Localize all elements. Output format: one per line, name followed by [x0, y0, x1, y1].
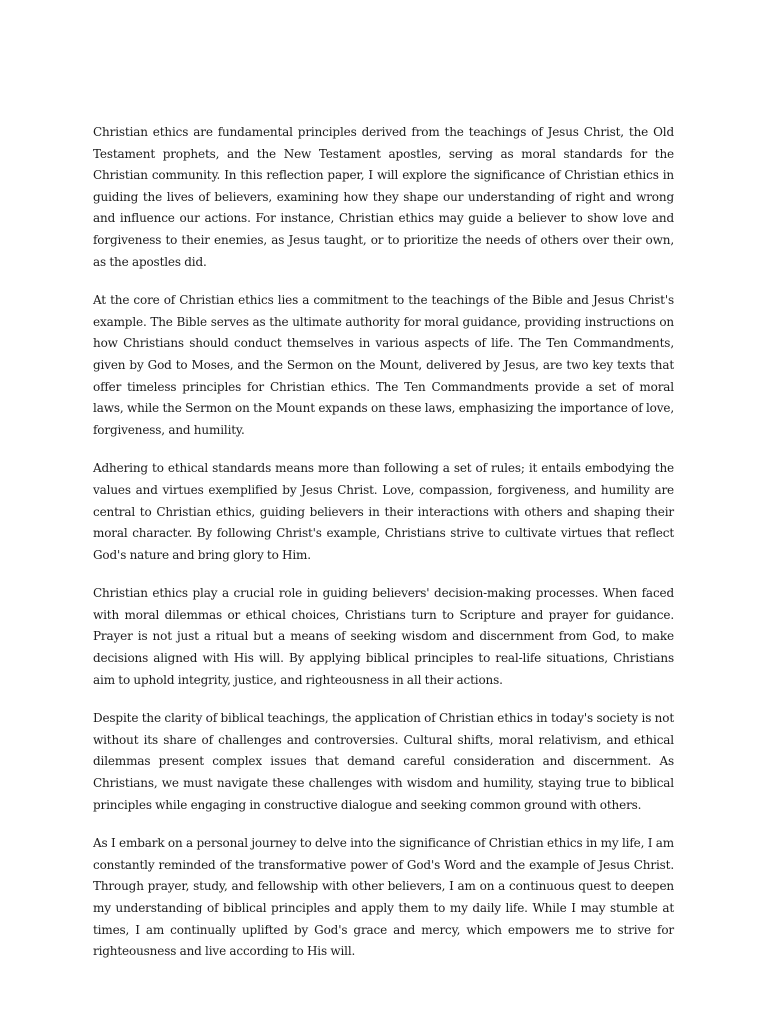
paragraph-core-of-ethics: At the core of Christian ethics lies a commitment to the teachings of the Bible and Jesus Christ's example. The Bible serves as the ultimate authority for moral guidance, providing instructions on how Christians should conduct themselves in various aspects of life. The Ten Commandments, given by God to Moses, and the Sermon on the Mount, delivered by Jesus, are two key texts that offer timeless principles for Christian ethics. The Ten Commandments provide a set of moral laws, while the Sermon on the Mount expands on these laws, emphasizing the importance of love, forgiveness, and humility. [93, 293, 674, 437]
paragraph-introduction: Christian ethics are fundamental principles derived from the teachings of Jesus Christ, the Old Testament prophets, and the New Testament apostles, serving as moral standards for the Christian community. In this reflection paper, I will explore the significance of Christian ethics in guiding the lives of believers, examining how they shape our understanding of right and wrong and influence our actions. For instance, Christian ethics may guide a believer to show love and forgiveness to their enemies, as Jesus taught, or to prioritize the needs of others over their own, as the apostles did. [93, 125, 674, 269]
paragraph-ethical-standards: Adhering to ethical standards means more than following a set of rules; it entails embodying the values and virtues exemplified by Jesus Christ. Love, compassion, forgiveness, and humility are central to Christian ethics, guiding believers in their interactions with others and shaping their moral character. By following Christ's example, Christians strive to cultivate virtues that reflect God's nature and bring glory to Him. [93, 461, 674, 562]
paragraph-personal-journey: As I embark on a personal journey to delve into the significance of Christian ethics in my life, I am constantly reminded of the transformative power of God's Word and the example of Jesus Christ. Through prayer, study, and fellowship with other believers, I am on a continuous quest to deepen my understanding of biblical principles and apply them to my daily life. While I may stumble at times, I am continually uplifted by God's grace and mercy, which empowers me to strive for righteousness and live according to His will. [93, 836, 674, 959]
document-body [93, 122, 674, 980]
paragraph-decision-making: Christian ethics play a crucial role in guiding believers' decision-making processes. When faced with moral dilemmas or ethical choices, Christians turn to Scripture and prayer for guidance. Prayer is not just a ritual but a means of seeking wisdom and discernment from God, to make decisions aligned with His will. By applying biblical principles to real-life situations, Christians aim to uphold integrity, justice, and righteousness in all their actions. [93, 586, 674, 687]
paragraph-challenges: Despite the clarity of biblical teachings, the application of Christian ethics in today's society is not without its share of challenges and controversies. Cultural shifts, moral relativism, and ethical dilemmas present complex issues that demand careful consideration and discernment. As Christians, we must navigate these challenges with wisdom and humility, staying true to biblical principles while engaging in constructive dialogue and seeking common ground with others. [93, 711, 674, 812]
